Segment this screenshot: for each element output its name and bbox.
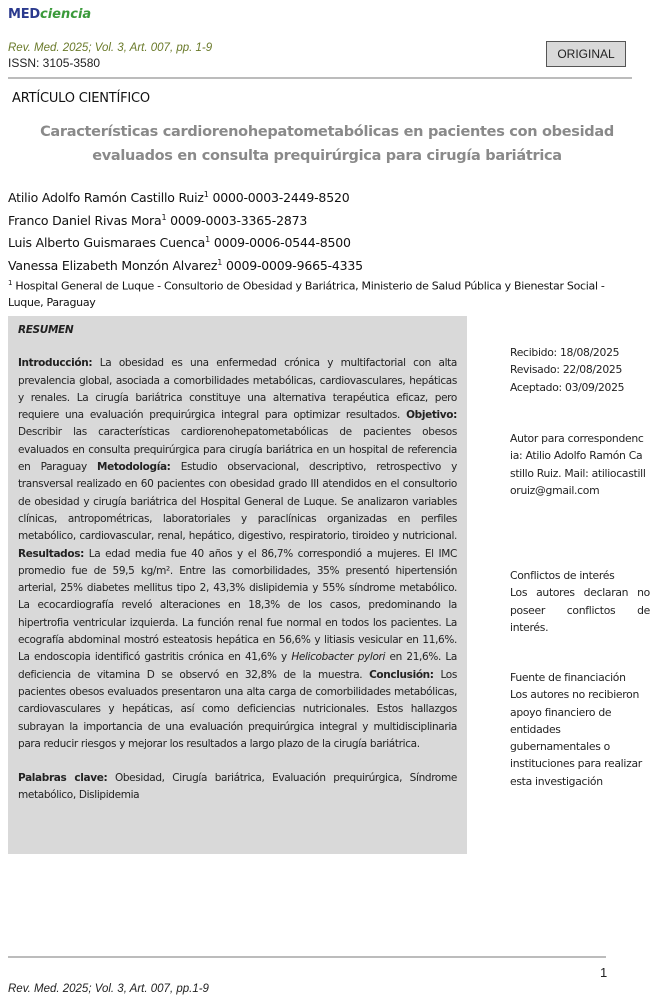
author-3: Luis Alberto Guismaraes Cuenca$^1$ 0009-0006-0544-8500	[8, 235, 351, 251]
dates-block	[510, 344, 650, 396]
conflicts-title: Conflictos de interés	[510, 569, 615, 582]
orcid-link[interactable]: 0009-0003-3365-2873	[170, 212, 308, 228]
header-citation: Rev. Med. 2025; Vol. 3, Art. 007, pp. 1-9	[8, 42, 213, 54]
keywords: Palabras clave: Obesidad, Cirugía bariátrica, Evaluación prequirúrgica, Síndrome metabólico, Dislipidemia	[18, 772, 457, 802]
section-label: ARTÍCULO CIENTÍFICO	[12, 91, 150, 106]
abstract-body: Introducción: La obesidad es una enfermedad crónica y multifactorial con alta prevalencia global, asociada a comorbilidades metabólicas, cardiovasculares, hepáticas y renales. La cirugía bariátrica constituye una alternativa terapéutica eficaz, pero requiere una evaluación prequirúrgica integral para optimizar resultados. Objetivo: Describir las características cardiorenohepatometabólicas de pacientes obesos evaluados en consulta prequirúrgica para cirugía bariátrica en un hospital de referencia en Paraguay Metodología: Estudio observacional, descriptivo, retrospectivo y transversal realizado en 60 pacientes con obesidad grado III atendidos en el consultorio de obesidad y cirugía bariátrica del Hospital General de Luque. Se analizaron variables clínicas, antropométricas, laboratoriales y paraclínicas organizadas en perfiles metabólico, cardiovascular, renal, hepático, digestivo, respiratorio, tiroideo y nutricional. Resultados: La edad media fue 40 años y el 86,7% correspondió a mujeres. El IMC promedio fue de 59,5 kg/m². Entre las comorbilidades, 35% presentó hipertensión arterial, 25% diabetes mellitus tipo 2, 43,3% dislipidemia y 55% síndrome metabólico. La ecocardiografía reveló alteraciones en 18,3% de los casos, predominando la hipertrofia ventricular izquierda. La función renal fue normal en todos los pacientes. La ecografía abdominal mostró esteatosis hepática en 56,6% y litiasis vesicular en 11,6%. La endoscopia identificó gastritis crónica en 41,6% y Helicobacter pylori en 21,6%. La deficiencia de vitamina D se observó en 32,8% de la muestra. Conclusión: Los pacientes obesos evaluados presentaron una alta carga de comorbilidades metabólicas, cardiovasculares y hepáticas, así como deficiencias nutricionales. Estos hallazgos subrayan la importancia de una evaluación prequirúrgica integral y multidisciplinaria para reducir riesgos y mejorar los resultados a largo plazo de la cirugía bariátrica.	[18, 357, 457, 750]
abstract-heading: RESUMEN	[18, 324, 74, 336]
author-list	[8, 185, 363, 276]
article-title	[20, 120, 634, 168]
orcid-link[interactable]: 0009-0006-0544-8500	[213, 235, 351, 251]
footer-divider	[8, 956, 606, 958]
author-2: Franco Daniel Rivas Mora$^1$ 0009-0003-3365-2873	[8, 212, 308, 228]
revised-date: Revisado: 22/08/2025	[510, 363, 623, 377]
conflicts-text: Los autores declaran no poseer conflictos de interés.	[510, 586, 650, 634]
accepted-date: Aceptado: 03/09/2025	[510, 380, 625, 394]
author-4: Vanessa Elizabeth Monzón Alvarez$^1$ 0009-0009-9665-4335	[8, 257, 363, 274]
footer-citation: Rev. Med. 2025; Vol. 3, Art. 007, pp.1-9	[8, 983, 209, 995]
received-date: Recibido: 18/08/2025	[510, 346, 620, 359]
correspondence-text: Autor para correspondencia: Atilio Adolfo Ramón Castillo Ruiz. Mail: atiliocastilloruiz@gmail.com	[510, 432, 646, 497]
logo-med: MED	[8, 7, 41, 22]
funding-title: Fuente de financiación	[510, 671, 626, 684]
title-line-2: evaluados en consulta prequirúrgica para cirugía bariátrica	[92, 148, 562, 164]
orcid-link[interactable]: 0000-0003-2449-8520	[212, 190, 350, 206]
correspondence-block	[510, 430, 646, 499]
abstract-box	[8, 316, 467, 854]
article-type-badge: ORIGINAL	[546, 41, 626, 67]
journal-logo	[8, 5, 132, 25]
issn: ISSN: 3105-3580	[8, 56, 101, 70]
conflicts-block	[510, 567, 650, 636]
page-number: 1	[600, 965, 608, 980]
author-1: Atilio Adolfo Ramón Castillo Ruiz$^1$ 0000-0003-2449-8520	[8, 190, 350, 206]
logo-ciencia: ciencia	[40, 7, 92, 22]
funding-block	[510, 669, 650, 790]
orcid-link[interactable]: 0009-0009-9665-4335	[225, 258, 363, 274]
title-line-1: Características cardiorenohepatometabólicas en pacientes con obesidad	[40, 124, 614, 140]
affiliation: $^1$ Hospital General de Luque - Consultorio de Obesidad y Bariátrica, Ministerio de Salud Pública y Bienestar Social - Luque, Paraguay	[8, 279, 605, 309]
funding-text: Los autores no recibieron apoyo financiero de entidades gubernamentales o instituciones para realizar esta investigación	[510, 688, 642, 788]
header-divider	[8, 77, 632, 79]
